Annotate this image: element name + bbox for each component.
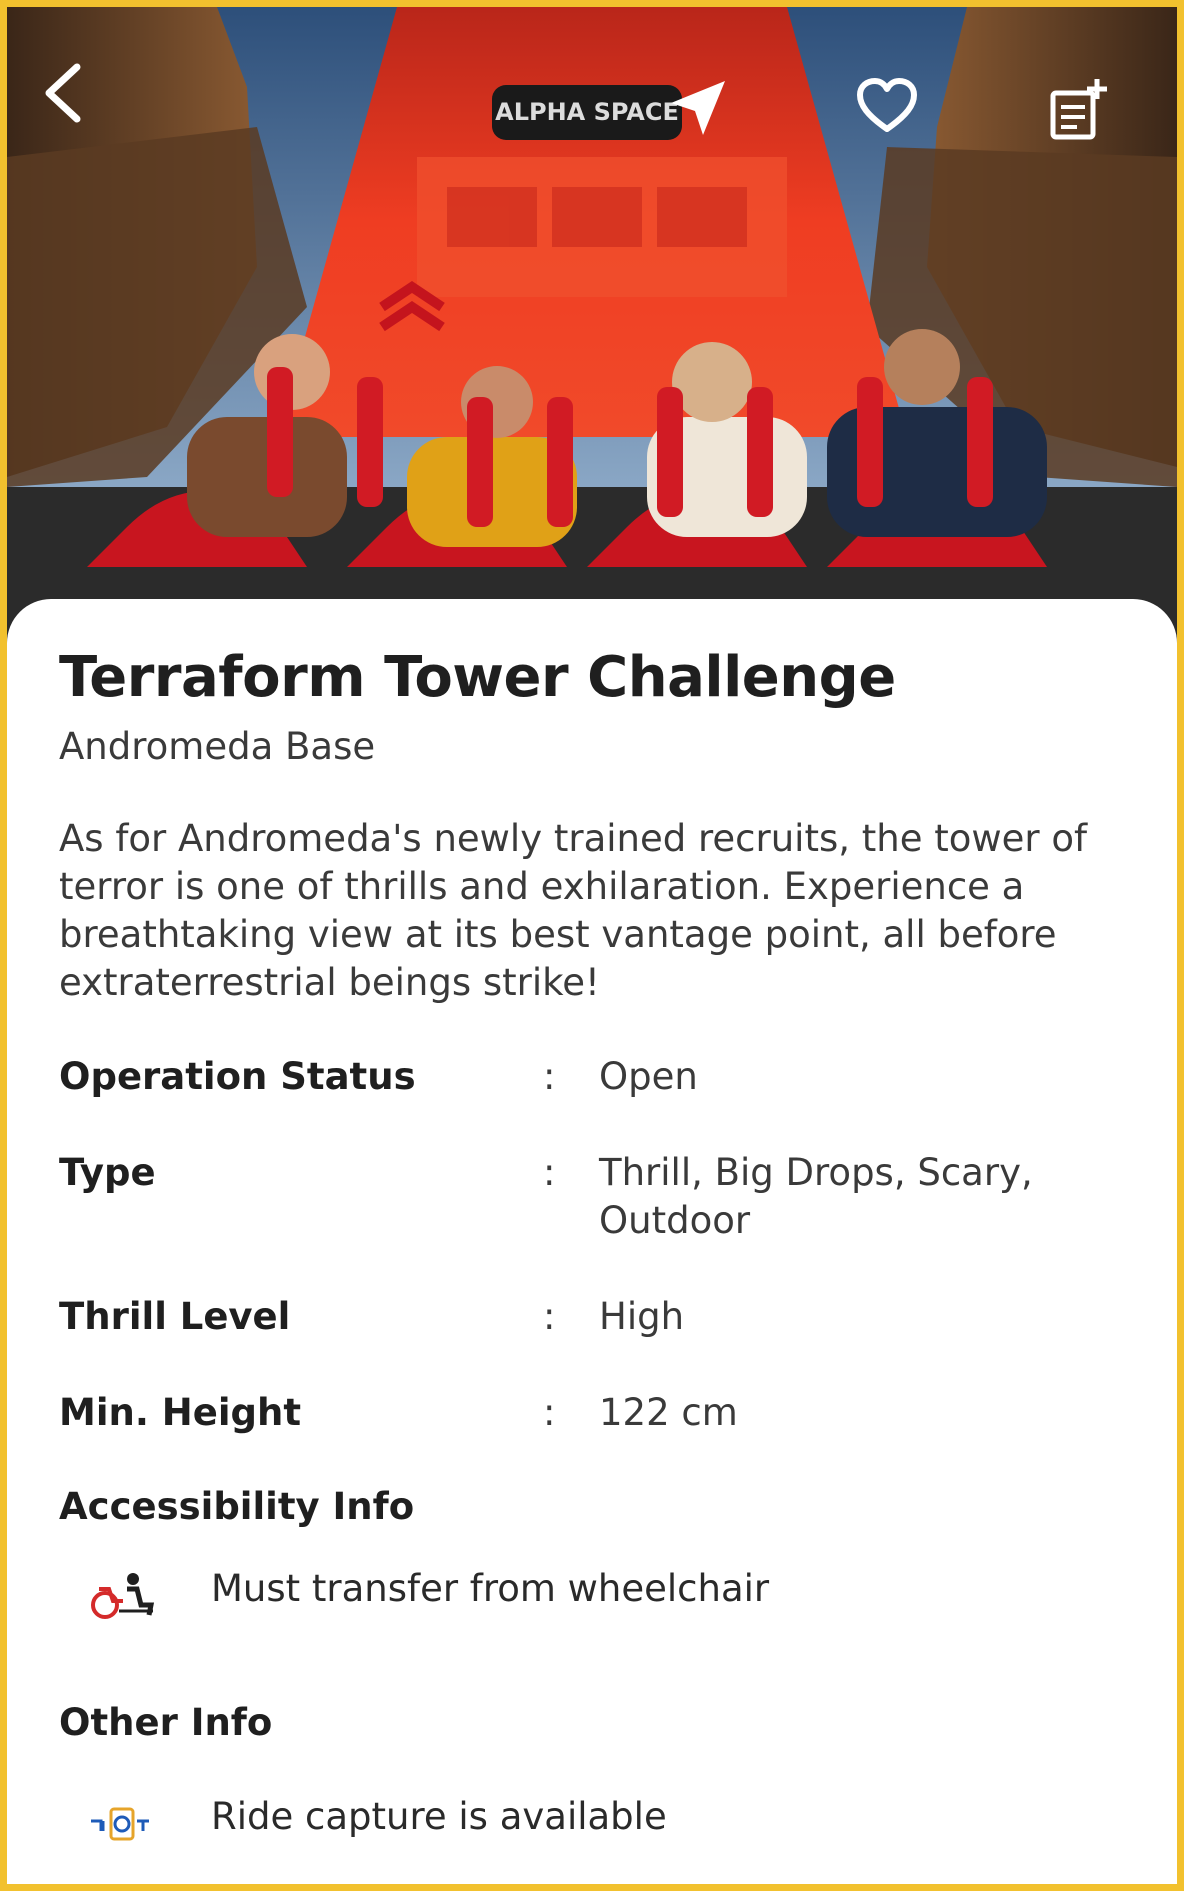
attraction-details-card: [7, 599, 1177, 1891]
attraction-zone: Andromeda Base: [59, 725, 376, 768]
favorite-button[interactable]: [855, 77, 925, 147]
navigate-button[interactable]: [667, 77, 737, 147]
accessibility-heading: Accessibility Info: [59, 1485, 415, 1528]
detail-label: Operation Status: [59, 1055, 416, 1098]
accessibility-item: [59, 1565, 1059, 1625]
detail-colon: :: [543, 1151, 556, 1194]
detail-value: Open: [599, 1055, 698, 1098]
other-info-text: Ride capture is available: [211, 1795, 667, 1838]
detail-colon: :: [543, 1295, 556, 1338]
attraction-photo: [7, 7, 1177, 647]
heart-outline-icon: [855, 77, 919, 135]
detail-value: 122 cm: [599, 1391, 738, 1434]
wheelchair-transfer-icon: [89, 1571, 155, 1621]
attraction-description: As for Andromeda's newly trained recruits, the tower of terror is one of thrills and exhilaration. Experience a breathtaking view at its best vantage point, all before extraterrestrial beings strike!: [59, 817, 1088, 1004]
back-button[interactable]: [41, 63, 111, 133]
ride-illustration: [7, 7, 1177, 647]
attraction-title: Terraform Tower Challenge: [59, 645, 896, 710]
other-info-heading: Other Info: [59, 1701, 273, 1744]
detail-label: Type: [59, 1151, 156, 1194]
detail-value: Thrill, Big Drops, Scary, Outdoor: [599, 1151, 1033, 1242]
note-add-icon: [1047, 77, 1111, 141]
ride-sign-text: ALPHA SPACE: [495, 98, 679, 126]
add-to-plan-button[interactable]: [1047, 77, 1117, 147]
detail-label: Thrill Level: [59, 1295, 291, 1338]
detail-value: High: [599, 1295, 685, 1338]
detail-colon: :: [543, 1391, 556, 1434]
detail-label: Min. Height: [59, 1391, 302, 1434]
chevron-left-icon: [41, 63, 85, 123]
accessibility-text: Must transfer from wheelchair: [211, 1567, 770, 1610]
other-info-item: [59, 1793, 1059, 1853]
photo-capture-icon: [89, 1799, 155, 1849]
navigation-arrow-icon: [667, 77, 729, 139]
detail-colon: :: [543, 1055, 556, 1098]
